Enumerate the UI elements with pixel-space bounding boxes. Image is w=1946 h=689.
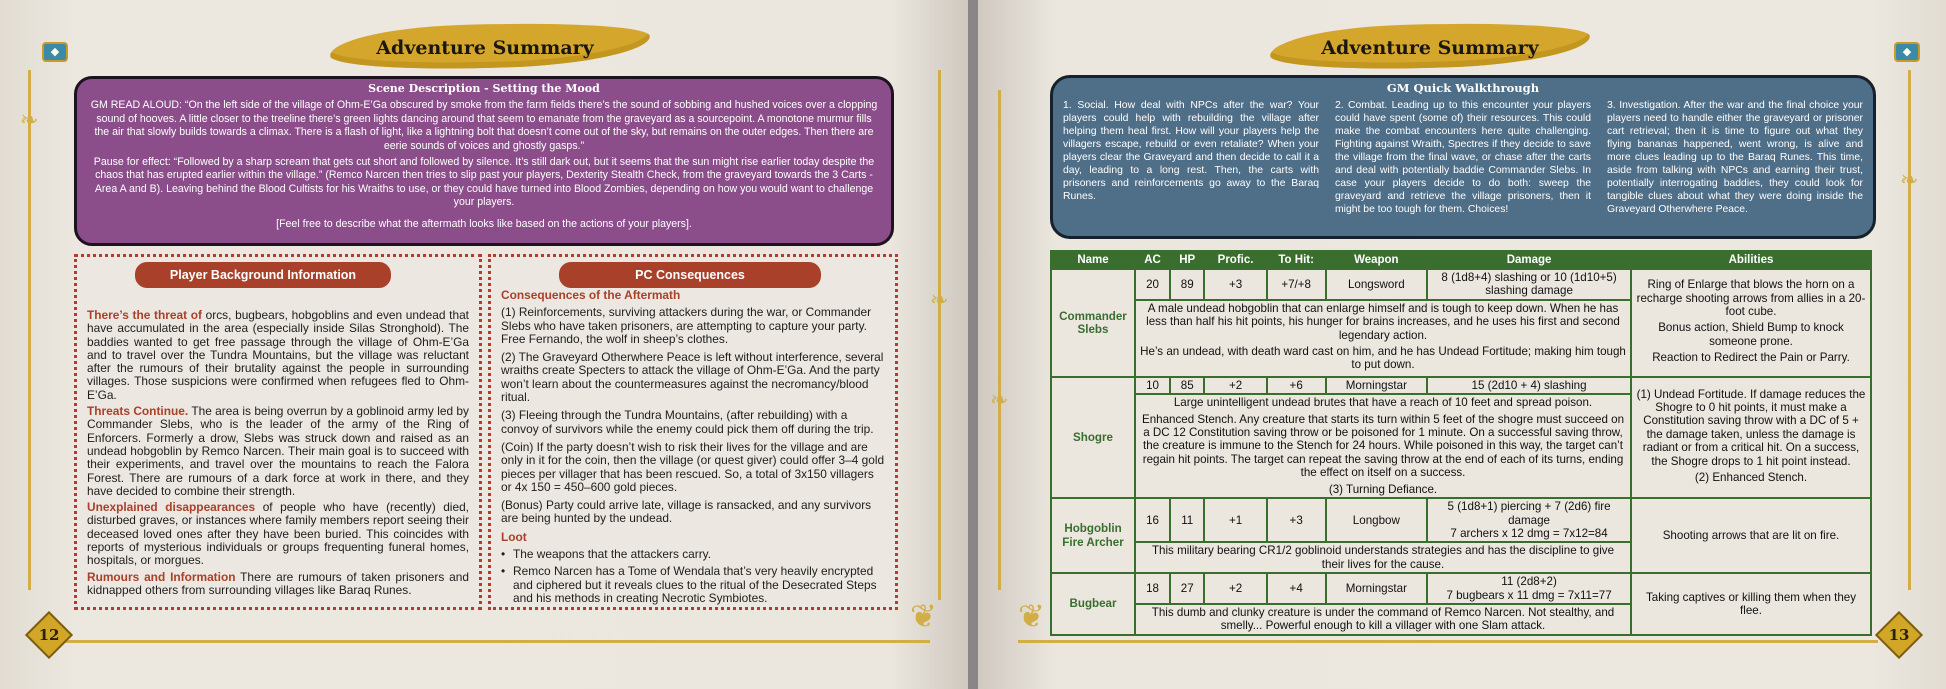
vine-border-left xyxy=(998,90,1001,590)
ac-value: 20 xyxy=(1135,269,1170,300)
consequence-3: (3) Fleeing through the Tundra Mountains, (after rebuilding) with a convoy of survivors while the enemy could pick them off during the trip. xyxy=(501,408,874,436)
vine-curl: ❦ xyxy=(910,597,937,635)
tohit-value: +6 xyxy=(1267,377,1326,394)
disappearances-text: of people who have (recently) died, disturbed graves, or instances where family members report seeing their deceased loved ones after they have been buried. This coincides with reports of mysterious individuals or groups frequenting funeral homes, hospitals, or morgues. xyxy=(87,500,469,568)
dice-crest-icon: ◆ xyxy=(1894,42,1920,62)
col-tohit: To Hit: xyxy=(1267,251,1326,269)
page-number: 13 xyxy=(1888,626,1910,644)
creature-name: Hobgoblin Fire Archer xyxy=(1051,498,1135,573)
damage-text: 5 (1d8+1) piercing + 7 (2d6) fire damage xyxy=(1447,500,1611,527)
vine-border-bottom xyxy=(1018,640,1878,643)
weapon-value: Longbow xyxy=(1326,498,1428,542)
gm-combat: 2. Combat. Leading up to this encounter your players could have spent (some of) their resources. This could make the combat encounters here quite challenging. Fighting against Wraith, Spectres if they decide to save the village from the final wave, or chase after the carts and deal with potentially baddie Commander Slebs. In case your players decide to do both: sweep the graveyard and retrieve the village prisoners, then it might be too tough for them. Choices! xyxy=(1335,100,1591,215)
creature-name: Shogre xyxy=(1051,377,1135,498)
col-damage: Damage xyxy=(1427,251,1631,269)
table-row xyxy=(1051,573,1871,604)
disappearances-highlight: Unexplained disappearances xyxy=(87,500,256,515)
page-title: Adventure Summary xyxy=(376,37,594,59)
ac-value: 10 xyxy=(1135,377,1170,394)
abilities-cell xyxy=(1631,377,1871,498)
creature-name: Bugbear xyxy=(1051,573,1135,635)
loot-heading: Loot xyxy=(501,529,527,544)
tohit-value: +4 xyxy=(1267,573,1326,604)
pc-consequences-box xyxy=(488,254,898,610)
player-background-box xyxy=(74,254,482,610)
threat-text: orcs, bugbears, hobgoblins and even undead that have accumulated in the area (especially inside Silas Stronghold). The baddies wanted to get free passage through the village of Ohm-E’Ga and to travel over the Tundra Mountains, but the village was reluctant after the rumours of their brutality against the people in surrounding villages. Those suspicions were confirmed when refugees fled to Ohm-E’Ga. xyxy=(87,308,469,402)
vine-border-bottom xyxy=(60,640,930,643)
profic-value: +2 xyxy=(1204,377,1266,394)
page-title: Adventure Summary xyxy=(1321,37,1539,59)
loot-item: • The weapons that the attackers carry. xyxy=(501,548,885,561)
tohit-value: +3 xyxy=(1267,498,1326,542)
weapon-value: Longsword xyxy=(1326,269,1428,300)
description-cell xyxy=(1135,300,1631,377)
gm-investigation: 3. Investigation. After the war and the final choice your players need to handle either the graveyard or prisoner cart retrieval; then it is time to figure out what they flying bananas happened, went wrong, is alive and more clues leading up to the Baraq Runes. This time, aside from talking with NPCs and earning their trust, potentially interrogating baddies, they could look for tangible clues about what they were doing inside the Graveyard Otherwhere Peace. xyxy=(1607,100,1863,215)
threats-continue-text: The area is being overrun by a goblinoid army led by Commander Slebs, who is the leader of the army of the Ring of Enforcers. Formerly a drow, Slebs was struck down and raised as an undead hobgoblin by Remco Narcen. Their main goal is to succeed with their experiments, and travel over the mountains to reach the Falora Forest. There are rumours of a dark force at work in there, and they have decided to combine their strength. xyxy=(87,404,469,498)
damage-text: 11 (2d8+2) xyxy=(1501,575,1557,589)
ac-value: 18 xyxy=(1135,573,1170,604)
hp-value: 85 xyxy=(1170,377,1204,394)
description-cell: This military bearing CR1/2 goblinoid understands strategies and has the discipline to give their lives for the cause. xyxy=(1135,542,1631,573)
scene-pause: Pause for effect: “Followed by a sharp scream that gets cut short and followed by silence. It’s still dark out, but it seems that the sun might rise earlier today despite the chaos that has erupted earlier within the village.” (Remco Narcen then tries to slip past your players, Dexterity Stealth Check, from the graveyard towards the 3 Carts - Area A and B). Leaving behind the Blood Cultists for his Wraiths to use, or they could have turned into Blood Zombies, depending on how you would want to challenge your players. xyxy=(93,156,875,209)
scene-read-aloud: GM READ ALOUD: “On the left side of the village of Ohm-E’Ga obscured by smoke from the farm fields there’s the sound of sobbing and hushed voices over a clopping sound of hooves. A little closer to the treeline there’s green lights dancing around that seem to emanate from the graveyard as a sourcepoint. A monotone murmur fills the air that slowly builds towards a climax. There is a flash of light, like a lightning bolt that doesn’t come out of the sky, but remains on the outer edges. Then there are eerie sounds of voices and ghostly gasps.” xyxy=(90,99,878,152)
description-text: A male undead hobgoblin that can enlarge himself and is tough to keep down. When he has less than half his hit points, his hunger for brains increases, and he uses his first and second legendary action. xyxy=(1146,301,1620,342)
description-cell xyxy=(1135,394,1631,498)
hp-value: 89 xyxy=(1170,269,1204,300)
consequence-coin: (Coin) If the party doesn’t wish to risk their lives for the village and are only in it for the coin, then the village (or quest giver) could offer 3–4 gold pieces per villager that has been rescued. So, a total of 3x150 villagers or 4x 150 = 450–600 gold pieces. xyxy=(501,439,885,494)
vine-curl: ❧ xyxy=(990,388,1009,413)
ability-text: Reaction to Redirect the Pain or Parry. xyxy=(1652,351,1850,365)
player-background-heading: Player Background Information xyxy=(135,262,391,288)
abilities-cell: Taking captives or killing them when they flee. xyxy=(1631,573,1871,635)
consequence-2: (2) The Graveyard Otherwhere Peace is left without interference, several wraiths create Specters to attack the village of Ohm-E’Ga. And the party won’t learn about the countermeasures against the necromancy/blood ritual. xyxy=(501,350,884,405)
col-name: Name xyxy=(1051,251,1135,269)
gm-walkthrough-box xyxy=(1050,75,1876,239)
col-weapon: Weapon xyxy=(1326,251,1428,269)
rumours-text: There are rumours of taken prisoners and kidnapped others from surrounding villages like Baraq Runes. xyxy=(87,569,469,597)
consequence-bonus: (Bonus) Party could arrive late, village is ransacked, and any survivors are being hunted by the undead. xyxy=(501,498,872,526)
creature-name: Commander Slebs xyxy=(1051,269,1135,377)
vine-border-right xyxy=(938,70,941,600)
profic-value: +3 xyxy=(1204,269,1266,300)
stat-table xyxy=(1050,250,1872,636)
gm-heading: GM Quick Walkthrough xyxy=(1386,81,1540,95)
tohit-value: +7/+8 xyxy=(1267,269,1326,300)
abilities-cell: Shooting arrows that are lit on fire. xyxy=(1631,498,1871,573)
page-number: 12 xyxy=(38,626,60,644)
pc-consequences-heading: PC Consequences xyxy=(559,262,821,288)
description-cell: This dumb and clunky creature is under the command of Remco Narcen. Not stealthy, and smelly... Powerful enough to kill a villager with one Slam attack. xyxy=(1135,604,1631,635)
hp-value: 27 xyxy=(1170,573,1204,604)
ability-text: Ring of Enlarge that blows the horn on a recharge shooting arrows from allies in a 20-foot cube. xyxy=(1636,278,1866,319)
col-abilities: Abilities xyxy=(1631,251,1871,269)
scene-aftermath: [Feel free to describe what the aftermath looks like based on the actions of your players]. xyxy=(276,217,692,230)
table-row xyxy=(1051,377,1871,394)
consequence-1: (1) Reinforcements, surviving attackers during the war, or Commander Slebs who have taken prisoners, are attempting to capture your party. Free Fernando, the wolf in sheep’s clothes. xyxy=(501,305,872,346)
hp-value: 11 xyxy=(1170,498,1204,542)
vine-curl: ❧ xyxy=(1900,168,1919,193)
loot-item: • Remco Narcen has a Tome of Wendala that’s very heavily encrypted and ciphered but it reveals clues to the ritual of the Desecrated Steps and his methods in creating Necrotic Symbiotes. xyxy=(501,565,885,605)
loot-list xyxy=(501,548,885,605)
damage-value: 15 (2d10 + 4) slashing xyxy=(1427,377,1631,394)
profic-value: +2 xyxy=(1204,573,1266,604)
damage-total: 7 archers x 12 dmg = 7x12=84 xyxy=(1450,526,1608,540)
table-row xyxy=(1051,269,1871,300)
weapon-value: Morningstar xyxy=(1326,377,1428,394)
description-text: He’s an undead, with death ward cast on him, and he has Undead Fortitude; making him tough to put down. xyxy=(1140,345,1626,372)
left-page xyxy=(0,0,968,689)
dice-crest-icon: ◆ xyxy=(42,42,68,62)
threats-continue-highlight: Threats Continue. xyxy=(87,404,189,419)
col-hp: HP xyxy=(1170,251,1204,269)
damage-value xyxy=(1427,498,1631,542)
gm-social: 1. Social. How deal with NPCs after the war? Your players could help with rebuilding the village after helping them heal first. How will your players help the villagers escape, rebuild or even retaliate? When your players clear the Graveyard and then decide to call it a day, leading to a long rest. Then, the carts with prisoners and reinforcements go away to the Baraq Runes. xyxy=(1063,100,1319,202)
damage-total: 7 bugbears x 11 dmg = 7x11=77 xyxy=(1446,588,1612,602)
description-text: Large unintelligent undead brutes that have a reach of 10 feet and spread poison. xyxy=(1173,396,1593,410)
vine-border-left xyxy=(28,70,31,590)
rumours-highlight: Rumours and Information xyxy=(87,569,236,584)
damage-value: 8 (1d8+4) slashing or 10 (1d10+5) slashing damage xyxy=(1427,269,1631,300)
ac-value: 16 xyxy=(1135,498,1170,542)
abilities-cell xyxy=(1631,269,1871,377)
description-text: (3) Turning Defiance. xyxy=(1328,482,1438,496)
vine-curl: ❧ xyxy=(930,288,949,313)
scene-description-box xyxy=(74,76,894,246)
weapon-value: Morningstar xyxy=(1326,573,1428,604)
vine-curl: ❦ xyxy=(1018,597,1045,635)
profic-value: +1 xyxy=(1204,498,1266,542)
vine-border-right xyxy=(1908,70,1911,590)
col-profic: Profic. xyxy=(1204,251,1266,269)
table-row xyxy=(1051,498,1871,542)
ability-text: (1) Undead Fortitude. If damage reduces the Shogre to 0 hit points, it must make a Constitution saving throw with a DC of 5 + the damage taken, unless the damage is radiant or from a critical hit. On a success, the Shogre drops to 1 hit point instead. xyxy=(1636,387,1866,468)
book-gutter xyxy=(968,0,978,689)
ability-text: Bonus action, Shield Bump to knock someone prone. xyxy=(1658,321,1844,348)
ability-text: (2) Enhanced Stench. xyxy=(1694,470,1808,484)
table-header-row xyxy=(1051,251,1871,269)
col-ac: AC xyxy=(1135,251,1170,269)
right-page xyxy=(978,0,1946,689)
scene-heading: Scene Description - Setting the Mood xyxy=(368,82,600,95)
vine-curl: ❧ xyxy=(20,108,39,133)
threat-highlight: There’s the threat of xyxy=(87,308,202,322)
aftermath-subheading: Consequences of the Aftermath xyxy=(501,288,681,302)
damage-value xyxy=(1427,573,1631,604)
description-text: Enhanced Stench. Any creature that starts its turn within 5 feet of the shogre must succeed on a DC 12 Constitution saving throw or be poisoned for 1 minute. On a successful saving throw, the creature is immune to the Stench for 24 hours. While poisoned in this way, the target can’t regain hit points. The target can repeat the saving throw at the end of each of its turns, ending the effect on itself on a success. xyxy=(1141,412,1625,480)
